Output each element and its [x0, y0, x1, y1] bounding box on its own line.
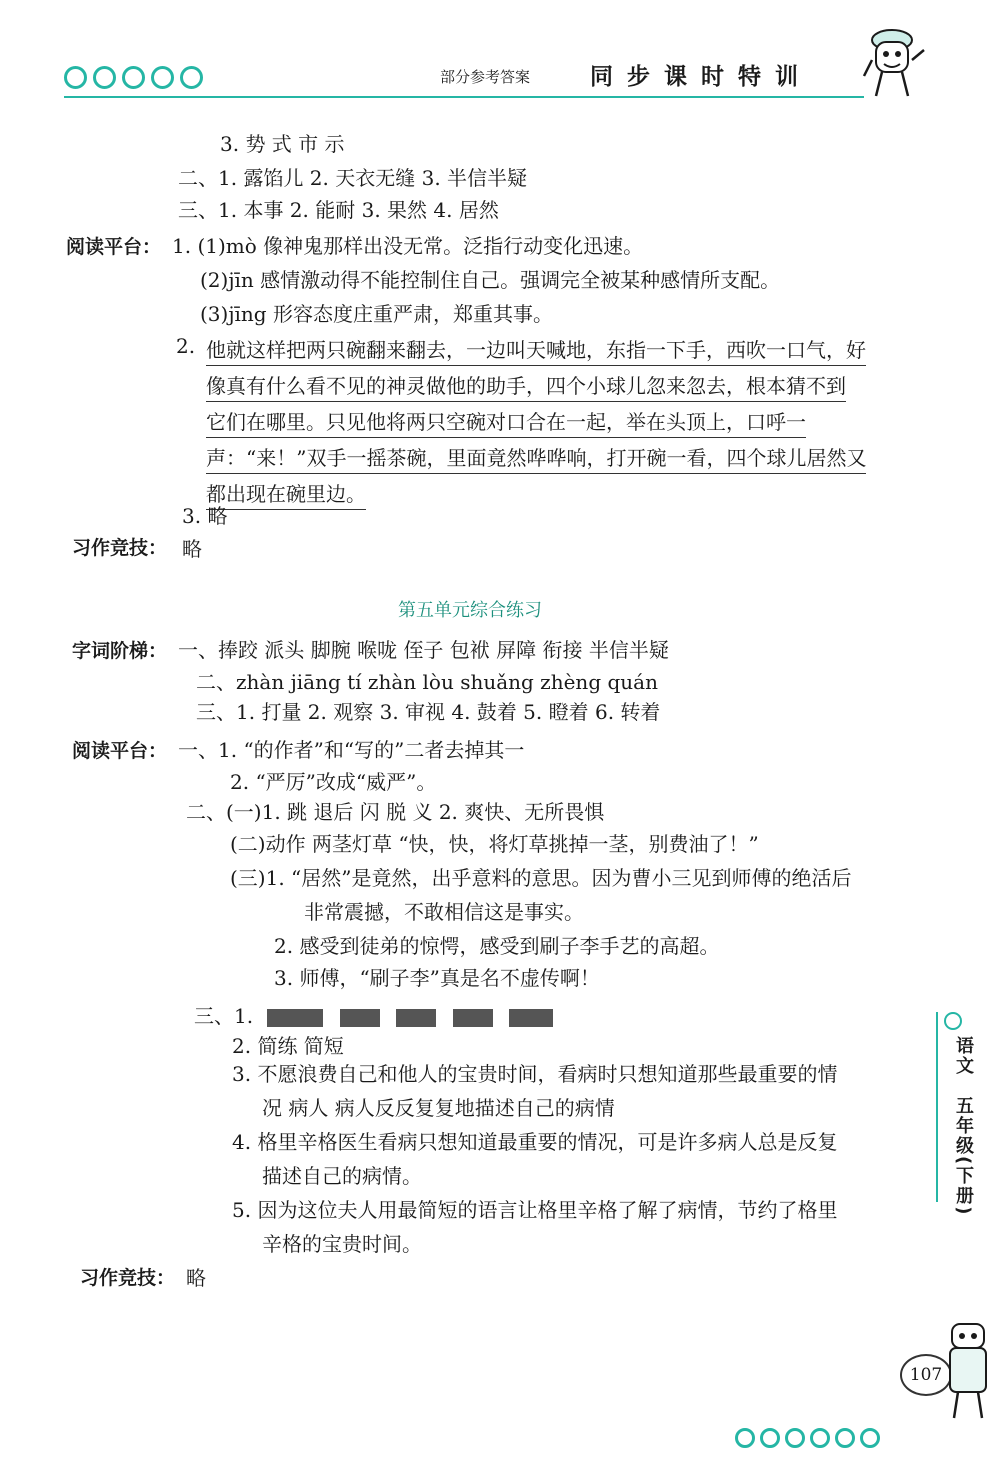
- answer-line: (二)动作 两茎灯草 “快，快，将灯草挑掉一茎，别费油了！”: [230, 832, 759, 856]
- circle-icon: [151, 66, 174, 89]
- answer-line: 三、1. 本事 2. 能耐 3. 果然 4. 居然: [178, 198, 499, 222]
- answer-line: 略: [182, 537, 202, 561]
- circle-icon: [835, 1428, 855, 1448]
- mascot-icon: [944, 1318, 994, 1428]
- answer-line: 2. “严厉”改成“威严”。: [230, 770, 437, 794]
- passage-line: 都出现在碗里边。: [206, 478, 366, 510]
- answer-line: 4. 格里辛格医生看病只想知道最重要的情况，可是许多病人总是反复: [232, 1130, 838, 1154]
- answer-line: 描述自己的病情。: [262, 1164, 422, 1188]
- punctuation-marks: [509, 1009, 553, 1027]
- circle-icon: [180, 66, 203, 89]
- punctuation-marks: [340, 1009, 380, 1027]
- answer-number: 2.: [176, 334, 196, 358]
- circle-icon: [810, 1428, 830, 1448]
- answer-line: 一、捧跤 派头 脚腕 喉咙 侄子 包袱 屏障 衔接 半信半疑: [178, 638, 669, 662]
- section-label-writing: 习作竞技：: [80, 1267, 176, 1289]
- punctuation-marks: [396, 1009, 436, 1027]
- punctuation-marks: [453, 1009, 493, 1027]
- circle-icon: [64, 66, 87, 89]
- page-number: 107: [900, 1354, 952, 1396]
- answer-line: (三)1. “居然”是竟然，出乎意料的意思。因为曹小三见到师傅的绝活后: [230, 866, 852, 890]
- section-label-words: 字词阶梯：: [72, 640, 168, 662]
- passage-line: 它们在哪里。只见他将两只空碗对口合在一起，举在头顶上，口呼一: [206, 406, 806, 438]
- answer-line: 3. 略: [182, 504, 228, 528]
- section-label-reading: 阅读平台：: [66, 236, 162, 258]
- answer-line: 5. 因为这位夫人用最简短的语言让格里辛格了解了病情，节约了格里: [232, 1198, 838, 1222]
- circle-icon: [735, 1428, 755, 1448]
- section-label-writing: 习作竞技：: [72, 537, 168, 559]
- footer-decoration: [735, 1428, 880, 1448]
- answer-line: 一、1. “的作者”和“写的”二者去掉其一: [178, 738, 525, 762]
- answer-line: 略: [186, 1266, 206, 1290]
- answer-line: 辛格的宝贵时间。: [262, 1232, 422, 1256]
- section-title: 第五单元综合练习: [398, 600, 542, 621]
- answer-line: (3)jīng 形容态度庄重严肃，郑重其事。: [200, 302, 553, 326]
- answer-number: 三、1.: [194, 1004, 254, 1028]
- answer-line: 3. 不愿浪费自己和他人的宝贵时间，看病时只想知道那些最重要的情: [232, 1062, 838, 1086]
- answer-line: 二、zhàn jiāng tí zhàn lòu shuǎng zhèng quán: [196, 670, 658, 694]
- answer-line: 3. 师傅，“刷子李”真是名不虚传啊！: [274, 966, 600, 990]
- circle-icon: [93, 66, 116, 89]
- answer-line: 1. (1)mò 像神鬼那样出没无常。泛指行动变化迅速。: [172, 234, 644, 258]
- passage-line: 像真有什么看不见的神灵做他的助手，四个小球儿忽来忽去，根本猜不到: [206, 370, 846, 402]
- passage-line: 声：“来！”双手一摇茶碗，里面竟然哗哗响，打开碗一看，四个球儿居然又: [206, 442, 866, 474]
- answer-line: 况 病人 病人反反复复地描述自己的病情: [262, 1096, 615, 1120]
- sidebar-subject: 语文: [953, 1036, 974, 1076]
- header-decoration: [64, 66, 203, 89]
- header-rule: [64, 96, 864, 98]
- section-label-reading: 阅读平台：: [72, 740, 168, 762]
- answer-line: 三、1. 打量 2. 观察 3. 审视 4. 鼓着 5. 瞪着 6. 转着: [196, 700, 661, 724]
- passage-line: 他就这样把两只碗翻来翻去，一边叫天喊地，东指一下手，西吹一口气，好: [206, 334, 866, 366]
- answer-line: 非常震撼，不敢相信这是事实。: [304, 900, 584, 924]
- mascot-icon: [862, 20, 932, 102]
- answer-line: [194, 1000, 553, 1029]
- answer-line: (2)jīn 感情激动得不能控制住自己。强调完全被某种感情所支配。: [200, 268, 781, 292]
- sidebar-rule: [936, 1012, 938, 1202]
- circle-icon: [760, 1428, 780, 1448]
- answer-line: 3. 势 式 市 示: [220, 132, 345, 156]
- answer-line: 2. 简练 简短: [232, 1034, 344, 1058]
- circle-icon: [122, 66, 145, 89]
- header-label: 部分参考答案: [440, 68, 531, 86]
- header-title: 同步课时特训: [590, 64, 812, 90]
- answer-line: 2. 感受到徒弟的惊愕，感受到刷子李手艺的高超。: [274, 934, 720, 958]
- circle-icon: [944, 1012, 962, 1030]
- sidebar-grade: 五年级(下册): [953, 1096, 974, 1217]
- circle-icon: [860, 1428, 880, 1448]
- answer-line: 二、1. 露馅儿 2. 天衣无缝 3. 半信半疑: [178, 166, 528, 190]
- punctuation-marks: [267, 1009, 323, 1027]
- answer-line: 二、(一)1. 跳 退后 闪 脱 义 2. 爽快、无所畏惧: [186, 800, 605, 824]
- circle-icon: [785, 1428, 805, 1448]
